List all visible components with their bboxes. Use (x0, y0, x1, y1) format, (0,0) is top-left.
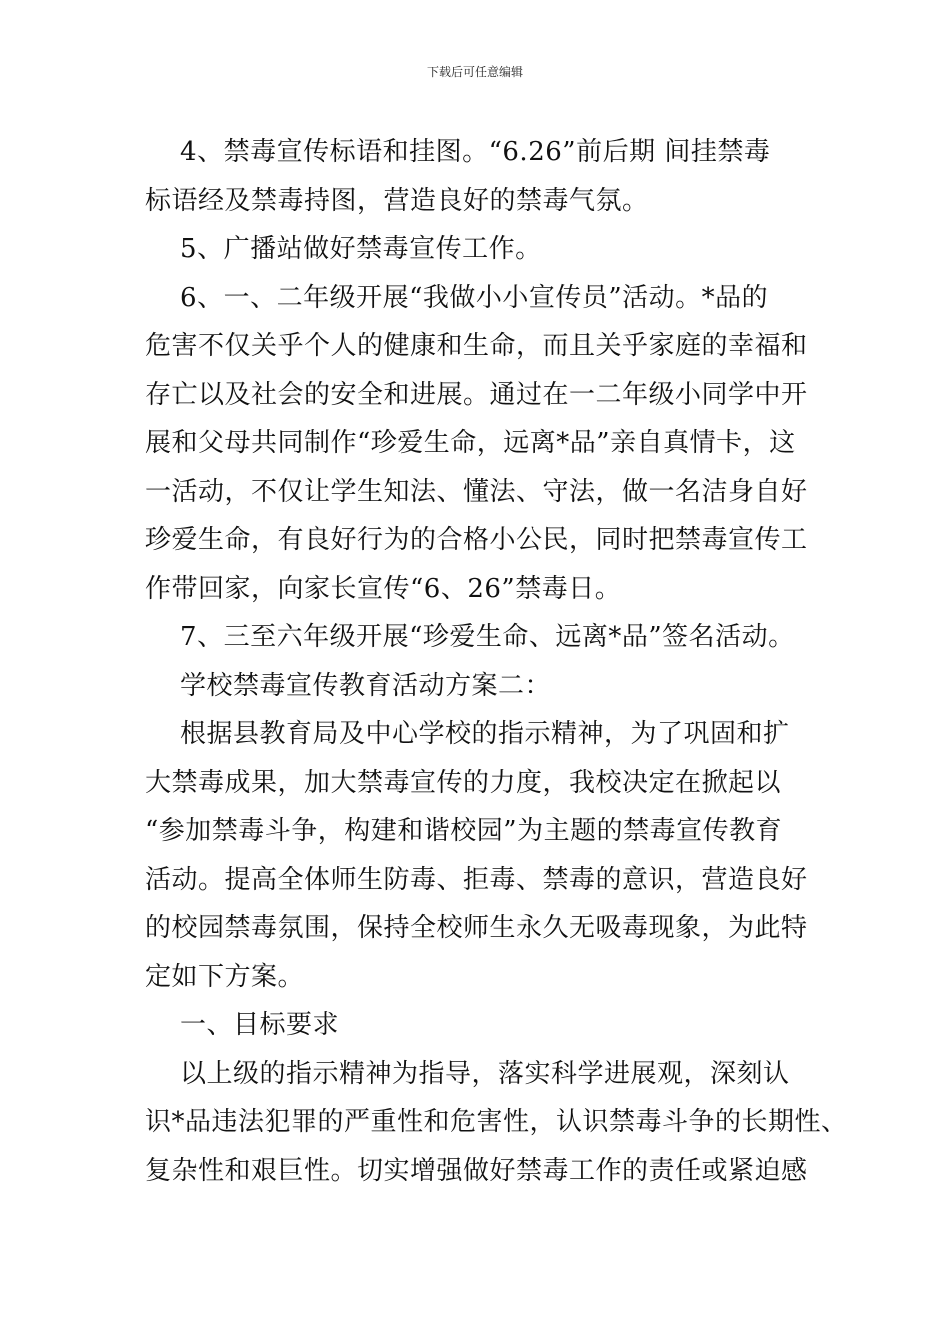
text-line: 以上级的指示精神为指导，落实科学进展观，深刻认 (145, 1058, 790, 1089)
text-line: 4、禁毒宣传标语和挂图。“6.26”前后期 间挂禁毒 (145, 137, 771, 167)
page-header: 下载后可任意编辑 (426, 65, 523, 79)
text-line: 识*品违法犯罪的严重性和危害性，认识禁毒斗争的长期性、 (145, 1107, 848, 1137)
text-line: 一活动，不仅让学生知法、懂法、守法，做一名洁身自好 (145, 476, 808, 507)
text-line: 的校园禁毒氛围，保持全校师生永久无吸毒现象，为此特 (145, 913, 808, 943)
text-line: “参加禁毒斗争，构建和谐校园”为主题的禁毒宣传教育 (145, 816, 783, 846)
text-line: 存亡以及社会的安全和进展。通过在一二年级小同学中开 (145, 379, 808, 410)
text-line: 定如下方案。 (145, 961, 305, 992)
section-heading: 一、目标要求 (145, 1010, 340, 1040)
text-line: 6、一、二年级开展“我做小小宣传员”活动。*品的 (145, 282, 769, 313)
text-line: 标语经及禁毒持图，营造良好的禁毒气氛。 (145, 185, 649, 216)
document-body (145, 128, 848, 1195)
text-line: 大禁毒成果，加大禁毒宣传的力度，我校决定在掀起以 (145, 767, 782, 798)
text-line: 珍爱生命，有良好行为的合格小公民，同时把禁毒宣传工 (145, 525, 808, 555)
text-line: 作带回家，向家长宣传“6、26”禁毒日。 (145, 573, 622, 604)
section-heading: 学校禁毒宣传教育活动方案二： (145, 670, 552, 701)
text-line: 5、广播站做好禁毒宣传工作。 (145, 234, 542, 264)
text-line: 活动。提高全体师生防毒、拒毒、禁毒的意识，营造良好 (145, 864, 808, 895)
text-line: 根据县教育局及中心学校的指示精神，为了巩固和扩 (145, 719, 790, 749)
text-line: 7、三至六年级开展“珍爱生命、远离*品”签名活动。 (145, 622, 795, 652)
text-line: 复杂性和艰巨性。切实增强做好禁毒工作的责任或紧迫感 (145, 1155, 808, 1186)
text-line: 展和父母共同制作“珍爱生命，远离*品”亲自真情卡，这 (145, 428, 796, 458)
text-line: 危害不仅关乎个人的健康和生命，而且关乎家庭的幸福和 (145, 331, 808, 361)
